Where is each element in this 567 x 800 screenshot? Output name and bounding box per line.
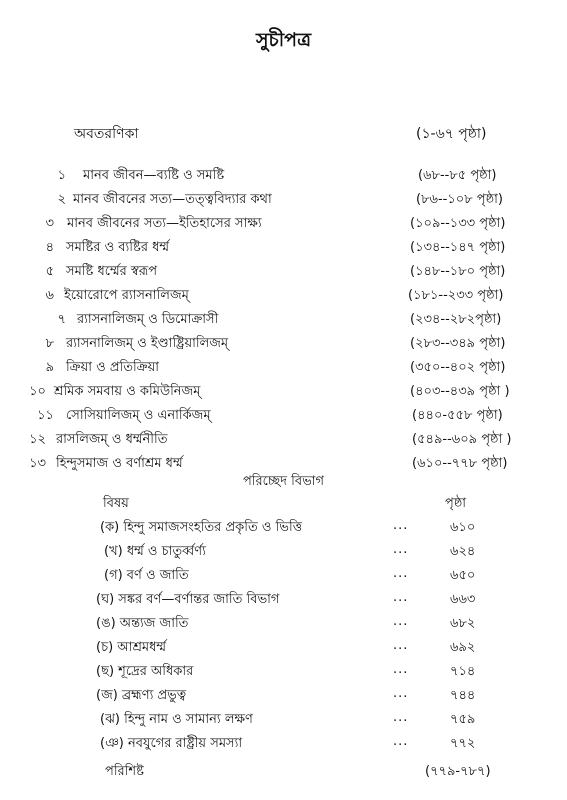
- subsection-label: (জ) ব্রহ্মণ্য প্রভুত্ব: [96, 688, 187, 703]
- chapter-row: [0, 430, 567, 454]
- chapter-row: [0, 310, 567, 334]
- leader-dots: ...: [393, 614, 409, 629]
- subsection-page: ৬৮২: [450, 616, 476, 631]
- subsection-page: ৬২৪: [450, 544, 476, 559]
- subsection-label: (ঝ) হিন্দু নাম ও সামান্য লক্ষণ: [100, 712, 253, 727]
- appendix-label: পরিশিষ্ট: [105, 764, 144, 779]
- chapter-number: ৪: [45, 240, 54, 255]
- subsection-list: [0, 518, 567, 758]
- chapter-number: ১০: [29, 384, 46, 399]
- chapter-row: [0, 334, 567, 358]
- subsection-row: [0, 614, 567, 638]
- chapter-list: [0, 166, 567, 478]
- chapter-title: সমষ্টির ও ব্যষ্টির ধর্ম্ম: [66, 240, 170, 255]
- subsection-row: [0, 518, 567, 542]
- leader-dots: ...: [393, 710, 409, 725]
- chapter-title: হিন্দুসমাজ ও বর্ণাশ্রম ধর্ম্ম: [56, 456, 183, 471]
- subsection-row: [0, 710, 567, 734]
- chapter-number: ২: [57, 192, 66, 207]
- subsection-row: [0, 686, 567, 710]
- subsection-label: (ক) হিন্দু সমাজসংহতির প্রকৃতি ও ভিত্তি: [100, 520, 302, 535]
- chapter-title: শ্রমিক সমবায় ও কমিউনিজম্‌: [54, 384, 201, 399]
- chapter-pages: (২৩৪--২৮২পৃষ্ঠা): [410, 312, 502, 327]
- subsection-row: [0, 590, 567, 614]
- chapter-row: [0, 382, 567, 406]
- subsection-page: ৬৬৩: [450, 592, 476, 607]
- chapter-row: [0, 214, 567, 238]
- chapter-pages: (১৩৪--১৪৭ পৃষ্ঠা): [410, 240, 506, 255]
- subsection-label: (ছ) শূদ্রের অধিকার: [96, 664, 194, 679]
- chapter-number: ৫: [45, 264, 54, 279]
- chapter-pages: (১০৯--১৩৩ পৃষ্ঠা): [410, 216, 506, 231]
- subject-column-header: বিষয়: [103, 496, 129, 511]
- intro-pages: (১-৬৭ পৃষ্ঠা): [416, 126, 487, 142]
- chapter-number: ১২: [29, 432, 46, 447]
- chapter-title: মানব জীবন—ব্যষ্টি ও সমষ্টি: [83, 168, 225, 183]
- chapter-row: [0, 238, 567, 262]
- subsection-page: ৭৪৪: [450, 688, 476, 703]
- chapter-row: [0, 286, 567, 310]
- subsection-label: (ঞ) নবযুগের রাষ্ট্রীয় সমস্যা: [100, 736, 243, 751]
- chapter-row: [0, 166, 567, 190]
- chapter-title: মানব জীবনের সত্য—ইতিহাসের সাক্ষ্য: [67, 216, 262, 231]
- page-column-header: পৃষ্ঠা: [445, 496, 467, 511]
- chapter-pages: (৫৪৯--৬০৯ পৃষ্ঠা ): [412, 432, 512, 447]
- chapter-title: র‍্যাসনালিজম্‌ ও ডিমোক্রাসী: [77, 312, 219, 327]
- chapter-row: [0, 358, 567, 382]
- chapter-row: [0, 262, 567, 286]
- chapter-title: সমষ্টি ধর্ম্মের স্বরূপ: [66, 264, 158, 279]
- subsection-page: ৬৯২: [450, 640, 476, 655]
- intro-label: অবতরণিকা: [74, 126, 139, 142]
- leader-dots: ...: [393, 638, 409, 653]
- subsection-row: [0, 662, 567, 686]
- leader-dots: ...: [393, 590, 409, 605]
- chapter-number: ৩: [45, 216, 54, 231]
- subsection-row: [0, 542, 567, 566]
- leader-dots: ...: [393, 566, 409, 581]
- chapter-number: ৮: [45, 336, 54, 351]
- chapter-row: [0, 406, 567, 430]
- subsection-row: [0, 638, 567, 662]
- chapter-title: ক্রিয়া ও প্রতিক্রিয়া: [66, 360, 160, 375]
- chapter-pages: (৩৫০--৪০২ পৃষ্ঠা): [410, 360, 506, 375]
- leader-dots: ...: [393, 542, 409, 557]
- chapter-title: র‍্যাসনালিজম্‌ ও ইণ্ডাষ্ট্রিয়ালিজম্‌: [66, 336, 229, 351]
- leader-dots: ...: [393, 518, 409, 533]
- chapter-pages: (৬১০--৭৭৮ পৃষ্ঠা): [412, 456, 508, 471]
- chapter-title: মানব জীবনের সত্য—তত্ত্ববিদ্যার কথা: [73, 192, 272, 207]
- subsection-page: ৭৫৯: [450, 712, 476, 727]
- subsection-label: (খ) ধর্ম্ম ও চাতুর্ব্বর্ণ্য: [104, 544, 206, 559]
- chapter-number: ৬: [45, 288, 54, 303]
- chapter-number: ৭: [57, 312, 66, 327]
- subsection-row: [0, 734, 567, 758]
- subsection-label: (গ) বর্ণ ও জাতি: [104, 568, 189, 583]
- chapter-title: সোসিয়ালিজম্‌ ও এনার্কিজম্‌: [66, 408, 211, 423]
- chapter-title: ইয়োরোপে র‍্যাসনালিজম্‌: [64, 288, 189, 303]
- leader-dots: ...: [393, 734, 409, 749]
- subsection-row: [0, 566, 567, 590]
- subsection-page: ৭৭২: [450, 736, 476, 751]
- chapter-pages: (৪০৩--৪৩৯ পৃষ্ঠা ): [410, 384, 510, 399]
- chapter-pages: (১৪৮--১৮০ পৃষ্ঠা): [410, 264, 506, 279]
- chapter-pages: (৪৪০-৫৫৮ পৃষ্ঠা): [412, 408, 503, 423]
- subsection-page: ৭১৪: [450, 664, 476, 679]
- chapter-title: রাসলিজম্‌ ও ধর্ম্মনীতি: [56, 432, 168, 447]
- chapter-number: ১: [57, 168, 66, 183]
- leader-dots: ...: [393, 686, 409, 701]
- chapter-row: [0, 190, 567, 214]
- page-title: সুচীপত্র: [255, 29, 312, 51]
- subsection-page: ৬১০: [450, 520, 476, 535]
- leader-dots: ...: [393, 662, 409, 677]
- subsection-label: (ঘ) সঙ্কর বর্ণ—বর্ণান্তর জাতি বিভাগ: [96, 592, 280, 607]
- subsection-label: (ঙ) অন্ত্যজ জাতি: [96, 616, 189, 631]
- chapter-pages: (২৮৩--৩৪৯ পৃষ্ঠা): [410, 336, 506, 351]
- chapter-number: ৯: [45, 360, 54, 375]
- section-heading: পরিচ্ছেদ বিভাগ: [242, 474, 325, 489]
- chapter-number: ১৩: [29, 456, 46, 471]
- chapter-pages: (১৮১--২৩৩ পৃষ্ঠা): [408, 288, 504, 303]
- chapter-number: ১১: [37, 408, 54, 423]
- subsection-label: (চ) আশ্রমধর্ম্ম: [96, 640, 167, 655]
- chapter-pages: (৬৮--৮৫ পৃষ্ঠা): [418, 168, 497, 183]
- subsection-page: ৬৫০: [450, 568, 476, 583]
- appendix-pages: (৭৭৯-৭৮৭): [425, 764, 491, 779]
- chapter-pages: (৮৬--১০৮ পৃষ্ঠা): [416, 192, 503, 207]
